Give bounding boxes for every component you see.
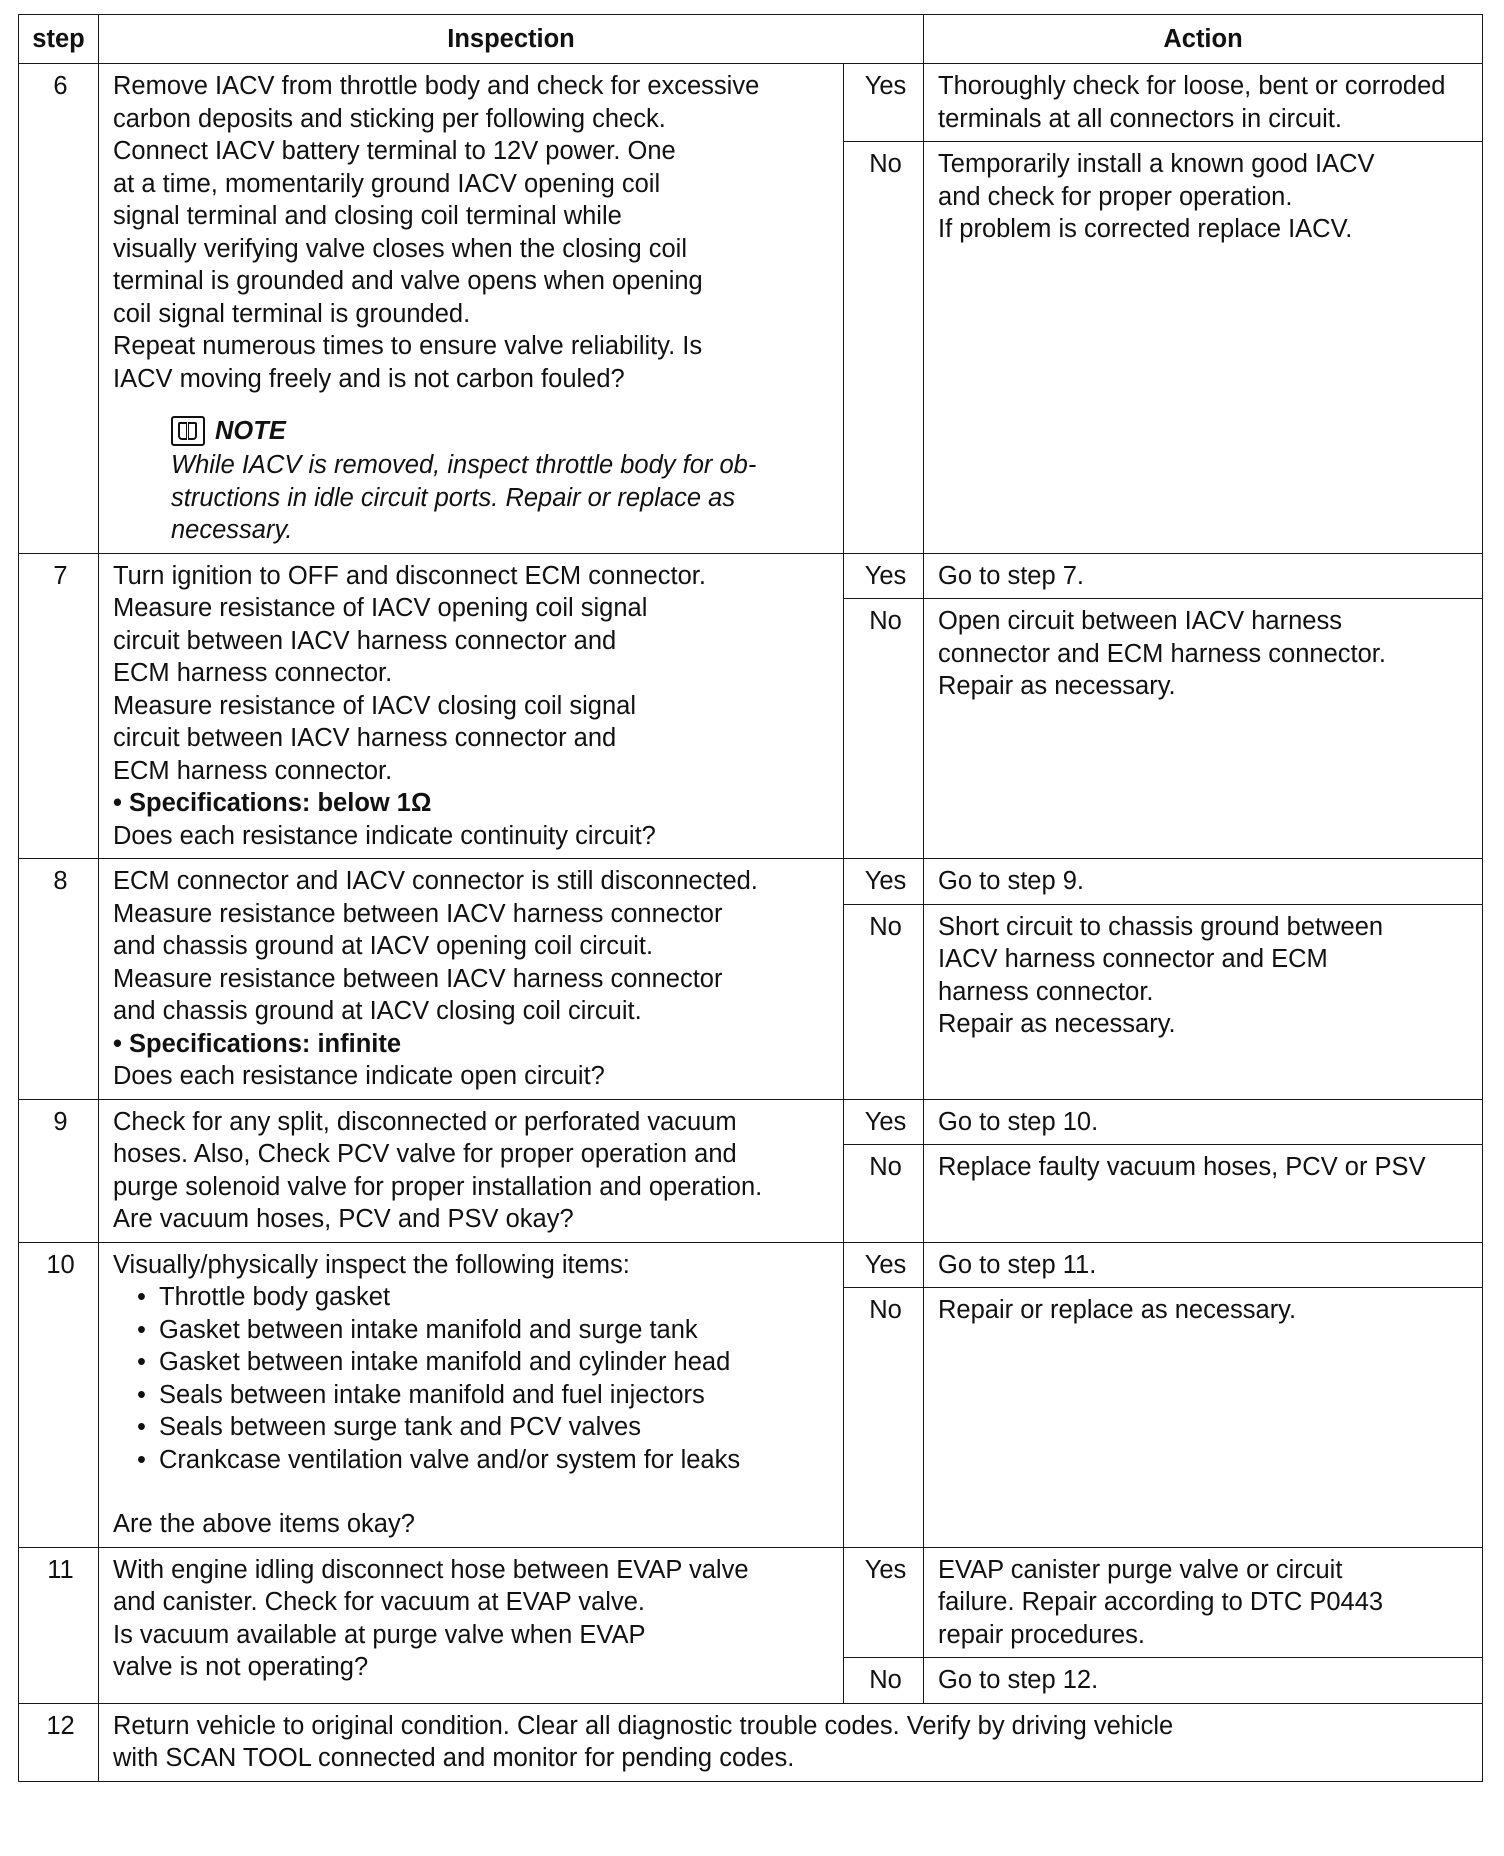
- inspection-item-list: [113, 1281, 833, 1476]
- no-action: [924, 1145, 1483, 1243]
- step-row-11: [19, 1547, 1483, 1658]
- action-line: Temporarily install a known good IACV: [938, 150, 1375, 178]
- inspection-question: Are the above items okay?: [113, 1510, 415, 1538]
- specification: • Specifications: below 1Ω: [113, 789, 432, 817]
- yes-action: [924, 859, 1483, 905]
- inspection-line: valve is not operating?: [113, 1653, 369, 1681]
- note-text-line: While IACV is removed, inspect throttle body for ob-: [171, 451, 757, 479]
- action-line: Open circuit between IACV harness: [938, 607, 1342, 635]
- inspection-cell: [99, 64, 844, 554]
- inspection-cell: [99, 1547, 844, 1703]
- list-item: • Gasket between intake manifold and cylinder head: [137, 1346, 833, 1379]
- inspection-line: Connect IACV battery terminal to 12V power. One: [113, 137, 676, 165]
- no-action: [924, 599, 1483, 859]
- note-text-line: necessary.: [171, 516, 293, 544]
- no-label: No: [844, 1145, 924, 1243]
- inspection-line: Visually/physically inspect the following items:: [113, 1250, 630, 1279]
- inspection-line: Turn ignition to OFF and disconnect ECM connector.: [113, 561, 706, 590]
- header-row: [19, 15, 1483, 64]
- step-number: 6: [19, 64, 99, 554]
- inspection-line: terminal is grounded and valve opens when opening: [113, 267, 703, 295]
- no-label: No: [844, 904, 924, 1099]
- action-line: failure. Repair according to DTC P0443: [938, 1588, 1384, 1616]
- action-line: Go to step 11.: [938, 1250, 1097, 1279]
- action-line: Thoroughly check for loose, bent or corroded: [938, 72, 1446, 100]
- yes-label: Yes: [844, 553, 924, 599]
- inspection-cell: [99, 1099, 844, 1242]
- inspection-line: hoses. Also, Check PCV valve for proper operation and: [113, 1140, 737, 1168]
- action-line: connector and ECM harness connector.: [938, 639, 1386, 668]
- action-line: If problem is corrected replace IACV.: [938, 215, 1353, 243]
- action-line: Go to step 7.: [938, 561, 1085, 590]
- step-row-8: [19, 859, 1483, 905]
- inspection-line: at a time, momentarily ground IACV opening coil: [113, 169, 661, 198]
- yes-label: Yes: [844, 1242, 924, 1288]
- list-item: • Crankcase ventilation valve and/or system for leaks: [137, 1444, 833, 1477]
- action-line: Go to step 12.: [938, 1666, 1099, 1694]
- inspection-line: purge solenoid valve for proper installation and operation.: [113, 1172, 763, 1201]
- step-row-6: [19, 64, 1483, 142]
- yes-label: Yes: [844, 1547, 924, 1658]
- no-action: [924, 1288, 1483, 1548]
- inspection-line: visually verifying valve closes when the closing coil: [113, 234, 688, 263]
- specification: • Specifications: infinite: [113, 1029, 402, 1058]
- inspection-question: Does each resistance indicate continuity circuit?: [113, 821, 656, 850]
- action-line: Repair as necessary.: [938, 672, 1176, 700]
- yes-label: Yes: [844, 859, 924, 905]
- action-line: EVAP canister purge valve or circuit: [938, 1555, 1343, 1584]
- step-number: 8: [19, 859, 99, 1100]
- action-line: terminals at all connectors in circuit.: [938, 104, 1342, 133]
- note-block: [171, 413, 833, 547]
- diagnostic-table: [18, 14, 1483, 1782]
- inspection-line: with SCAN TOOL connected and monitor for pending codes.: [113, 1744, 795, 1772]
- inspection-line: With engine idling disconnect hose between EVAP valve: [113, 1555, 749, 1584]
- action-line: repair procedures.: [938, 1620, 1145, 1649]
- list-item: • Throttle body gasket: [137, 1281, 833, 1314]
- yes-action: [924, 553, 1483, 599]
- inspection-line: and canister. Check for vacuum at EVAP valve.: [113, 1588, 645, 1616]
- header-inspection: Inspection: [99, 15, 924, 64]
- no-label: No: [844, 142, 924, 554]
- step-row-12: [19, 1703, 1483, 1781]
- inspection-line: ECM connector and IACV connector is still disconnected.: [113, 867, 758, 895]
- list-item: • Seals between intake manifold and fuel injectors: [137, 1379, 833, 1412]
- action-line: IACV harness connector and ECM: [938, 945, 1328, 973]
- no-action: [924, 1658, 1483, 1704]
- action-line: Repair as necessary.: [938, 1010, 1176, 1038]
- inspection-question: Does each resistance indicate open circuit?: [113, 1062, 605, 1090]
- book-icon: [171, 416, 205, 446]
- note-heading: [171, 413, 833, 449]
- yes-label: Yes: [844, 64, 924, 142]
- header-step: step: [19, 15, 99, 64]
- step-number: 7: [19, 553, 99, 859]
- action-line: Go to step 10.: [938, 1107, 1099, 1136]
- step-number: 12: [19, 1703, 99, 1781]
- inspection-cell: [99, 553, 844, 859]
- no-action: [924, 142, 1483, 554]
- note-label: NOTE: [215, 416, 286, 445]
- step-row-7: [19, 553, 1483, 599]
- inspection-line: Measure resistance between IACV harness connector: [113, 964, 723, 993]
- inspection-line: and chassis ground at IACV closing coil circuit.: [113, 997, 642, 1025]
- inspection-line: Is vacuum available at purge valve when EVAP: [113, 1620, 646, 1649]
- no-action: [924, 904, 1483, 1099]
- inspection-line: Are vacuum hoses, PCV and PSV okay?: [113, 1205, 574, 1233]
- yes-action: [924, 1099, 1483, 1145]
- inspection-line: Measure resistance of IACV opening coil signal: [113, 594, 648, 622]
- inspection-line: coil signal terminal is grounded.: [113, 299, 471, 328]
- step-number: 10: [19, 1242, 99, 1547]
- inspection-line: signal terminal and closing coil terminal while: [113, 202, 622, 230]
- inspection-line: Measure resistance of IACV closing coil signal: [113, 691, 636, 720]
- inspection-line: Repeat numerous times to ensure valve reliability. Is: [113, 332, 703, 360]
- yes-label: Yes: [844, 1099, 924, 1145]
- list-item: • Seals between surge tank and PCV valves: [137, 1411, 833, 1444]
- yes-action: [924, 64, 1483, 142]
- inspection-line: circuit between IACV harness connector and: [113, 626, 617, 655]
- no-label: No: [844, 1658, 924, 1704]
- inspection-line: IACV moving freely and is not carbon fouled?: [113, 364, 625, 393]
- list-item: • Gasket between intake manifold and surge tank: [137, 1314, 833, 1347]
- inspection-line: carbon deposits and sticking per following check.: [113, 104, 666, 133]
- yes-action: [924, 1547, 1483, 1658]
- inspection-line: Measure resistance between IACV harness connector: [113, 899, 723, 928]
- inspection-cell: [99, 859, 844, 1100]
- inspection-line: ECM harness connector.: [113, 659, 393, 687]
- note-text-line: structions in idle circuit ports. Repair or replace as: [171, 483, 736, 512]
- step-number: 9: [19, 1099, 99, 1242]
- inspection-line: and chassis ground at IACV opening coil circuit.: [113, 932, 654, 960]
- action-line: Short circuit to chassis ground between: [938, 912, 1384, 941]
- action-line: Go to step 9.: [938, 867, 1085, 895]
- no-label: No: [844, 1288, 924, 1548]
- inspection-line: ECM harness connector.: [113, 756, 393, 785]
- inspection-line: Check for any split, disconnected or perforated vacuum: [113, 1107, 737, 1136]
- inspection-cell: [99, 1242, 844, 1547]
- step-number: 11: [19, 1547, 99, 1703]
- header-action: Action: [924, 15, 1483, 64]
- action-line: Replace faulty vacuum hoses, PCV or PSV: [938, 1153, 1426, 1181]
- step-row-10: [19, 1242, 1483, 1288]
- action-line: and check for proper operation.: [938, 182, 1293, 211]
- inspection-line: Return vehicle to original condition. Clear all diagnostic trouble codes. Verify by driving vehicle: [113, 1711, 1174, 1740]
- step-row-9: [19, 1099, 1483, 1145]
- yes-action: [924, 1242, 1483, 1288]
- inspection-line: circuit between IACV harness connector and: [113, 724, 617, 752]
- action-line: harness connector.: [938, 977, 1154, 1006]
- action-line: Repair or replace as necessary.: [938, 1296, 1297, 1324]
- inspection-cell: [99, 1703, 1483, 1781]
- inspection-line: Remove IACV from throttle body and check for excessive: [113, 72, 760, 100]
- no-label: No: [844, 599, 924, 859]
